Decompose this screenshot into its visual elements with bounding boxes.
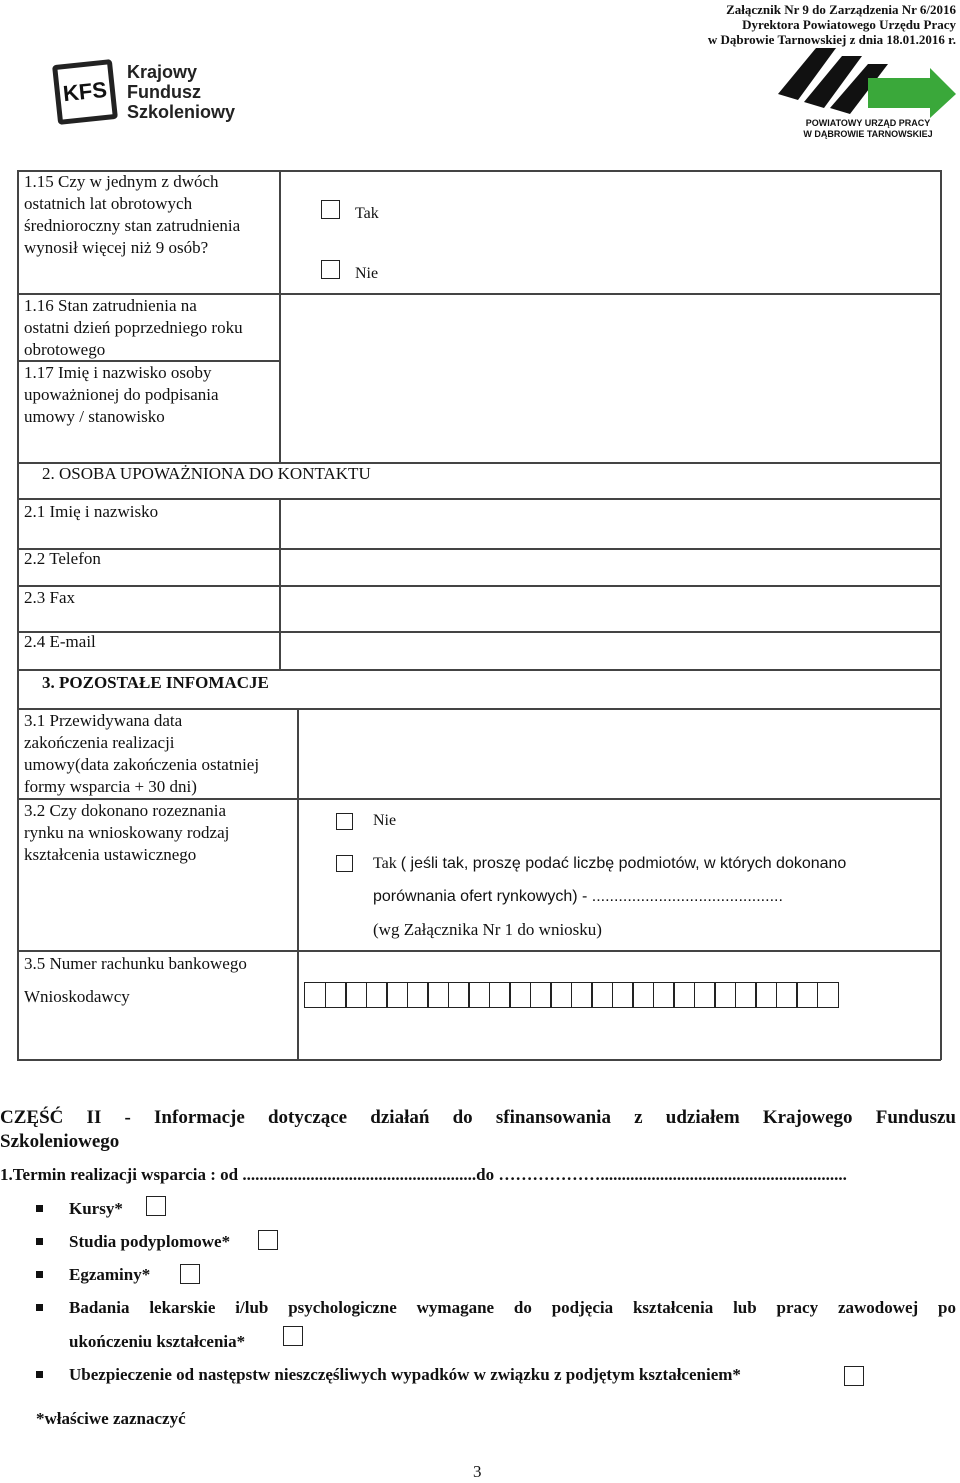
yes-checkbox[interactable]	[321, 200, 340, 219]
yes-explanation: ( jeśli tak, proszę podać liczbę podmiotów, w których dokonano	[400, 855, 847, 872]
account-digit-box[interactable]	[591, 982, 613, 1008]
courses-checkbox[interactable]	[146, 1196, 166, 1216]
page-number: 3	[473, 1462, 482, 1481]
kfs-logo-mark: KFS	[52, 59, 118, 125]
kfs-logo-line: Krajowy	[127, 62, 198, 82]
annex-note-line: Załącznik Nr 9 do Zarządzenia Nr 6/2016	[726, 2, 956, 17]
market-research-count-line: porównania ofert rynkowych) - ...........................................	[373, 888, 783, 905]
bank-account-boxes[interactable]	[304, 982, 837, 1008]
account-digit-box[interactable]	[386, 982, 408, 1008]
account-digit-box[interactable]	[632, 982, 654, 1008]
bullet-icon	[36, 1205, 43, 1212]
account-digit-box[interactable]	[550, 982, 572, 1008]
pup-logo-graphic-icon	[778, 42, 958, 118]
contact-name-field[interactable]	[281, 500, 939, 547]
item-postgraduate: Studia podyplomowe*	[69, 1232, 231, 1251]
account-digit-box[interactable]	[489, 982, 511, 1008]
account-digit-box[interactable]	[448, 982, 470, 1008]
section-2-title: 2. OSOBA UPOWAŻNIONA DO KONTAKTU	[42, 464, 371, 483]
question-line: formy wsparcia + 30 dni)	[24, 777, 197, 796]
part-2-heading	[0, 1106, 956, 1154]
bullet-icon	[36, 1238, 43, 1245]
fax-field[interactable]	[281, 587, 939, 630]
market-research-yes-label	[373, 853, 846, 875]
contact-name-label: 2.1 Imię i nazwisko	[24, 502, 159, 521]
question-3-2	[24, 800, 229, 866]
item-medical-exams: Badania lekarskie i/lub psychologiczne wymagane do podjęcia kształcenia lub pracy zawodowej po	[69, 1298, 956, 1317]
pup-logo-line: W DĄBROWIE TARNOWSKIEJ	[803, 129, 933, 139]
account-digit-box[interactable]	[796, 982, 818, 1008]
question-line: rynku na wnioskowany rodzaj	[24, 823, 230, 842]
kfs-logo-line: Fundusz	[127, 82, 201, 102]
question-3-5	[24, 953, 247, 1008]
account-digit-box[interactable]	[304, 982, 326, 1008]
account-digit-box[interactable]	[776, 982, 798, 1008]
fax-label: 2.3 Fax	[24, 588, 75, 607]
part-2-heading-line: CZĘŚĆ II - Informacje dotyczące działań do sfinansowania z udziałem Krajowego Funduszu	[0, 1107, 956, 1128]
question-line: ostatni dzień poprzedniego roku	[24, 318, 243, 337]
account-digit-box[interactable]	[571, 982, 593, 1008]
part-2-heading-line: Szkoleniowego	[0, 1131, 120, 1152]
yes-label: Tak	[355, 205, 379, 222]
no-label: Nie	[355, 265, 379, 282]
account-digit-box[interactable]	[468, 982, 490, 1008]
kfs-logo-line: Szkoleniowy	[127, 102, 236, 122]
question-line: średnioroczny stan zatrudnienia	[24, 216, 241, 235]
postgraduate-checkbox[interactable]	[258, 1230, 278, 1250]
question-line: umowy(data zakończenia ostatniej	[24, 755, 260, 774]
question-1-15	[24, 171, 240, 259]
email-label: 2.4 E-mail	[24, 632, 96, 651]
question-line: 3.1 Przewidywana data	[24, 711, 183, 730]
yes-word: Tak	[373, 855, 397, 872]
account-digit-box[interactable]	[694, 982, 716, 1008]
question-line: umowy / stanowisko	[24, 407, 165, 426]
market-research-annex-note: (wg Załącznika Nr 1 do wniosku)	[373, 920, 602, 939]
market-research-no-checkbox[interactable]	[336, 813, 353, 830]
annex-note-line: w Dąbrowie Tarnowskiej z dnia 18.01.2016 r.	[707, 32, 956, 47]
phone-field[interactable]	[281, 550, 939, 584]
insurance-checkbox[interactable]	[844, 1366, 864, 1386]
question-line: zakończenia realizacji	[24, 733, 175, 752]
employment-field[interactable]	[281, 295, 939, 360]
pup-logo-text	[778, 118, 958, 140]
question-line: ostatnich lat obrotowych	[24, 194, 193, 213]
support-term: 1.Termin realizacji wsparcia : od .......................................................do ………………..........................................................	[0, 1165, 847, 1184]
question-line: kształcenia ustawicznego	[24, 845, 197, 864]
item-medical-exams-cont: ukończeniu kształcenia*	[69, 1332, 246, 1351]
phone-label: 2.2 Telefon	[24, 549, 101, 568]
bullet-icon	[36, 1371, 43, 1378]
question-line: 3.2 Czy dokonano rozeznania	[24, 801, 227, 820]
email-field[interactable]	[281, 633, 939, 668]
question-line: 1.16 Stan zatrudnienia na	[24, 296, 197, 315]
question-line: Wnioskodawcy	[24, 987, 130, 1006]
authorized-person-field[interactable]	[281, 362, 939, 461]
account-digit-box[interactable]	[612, 982, 634, 1008]
question-line: 3.5 Numer rachunku bankowego	[24, 954, 247, 973]
question-line: wynosił więcej niż 9 osób?	[24, 238, 209, 257]
annex-note-line: Dyrektora Powiatowego Urzędu Pracy	[742, 17, 956, 32]
pup-logo-line: POWIATOWY URZĄD PRACY	[805, 118, 931, 128]
account-digit-box[interactable]	[673, 982, 695, 1008]
question-line: upoważnionej do podpisania	[24, 385, 219, 404]
pup-logo	[778, 42, 958, 142]
item-courses: Kursy*	[69, 1199, 123, 1218]
medical-exams-checkbox[interactable]	[283, 1326, 303, 1346]
footnote: *właściwe zaznaczyć	[36, 1409, 186, 1428]
account-digit-box[interactable]	[530, 982, 552, 1008]
section-3-title: 3. POZOSTAŁE INFOMACJE	[42, 673, 269, 692]
question-1-17	[24, 362, 219, 428]
account-digit-box[interactable]	[509, 982, 531, 1008]
account-digit-box[interactable]	[817, 982, 839, 1008]
kfs-logo-text	[127, 62, 235, 122]
account-digit-box[interactable]	[345, 982, 367, 1008]
account-digit-box[interactable]	[427, 982, 449, 1008]
account-digit-box[interactable]	[407, 982, 429, 1008]
bullet-icon	[36, 1304, 43, 1311]
no-checkbox[interactable]	[321, 260, 340, 279]
exams-checkbox[interactable]	[180, 1264, 200, 1284]
question-line: 1.17 Imię i nazwisko osoby	[24, 363, 212, 382]
item-exams: Egzaminy*	[69, 1265, 151, 1284]
question-line: obrotowego	[24, 340, 106, 359]
question-3-1	[24, 710, 259, 798]
account-digit-box[interactable]	[653, 982, 675, 1008]
account-digit-box[interactable]	[366, 982, 388, 1008]
account-digit-box[interactable]	[735, 982, 757, 1008]
bullet-icon	[36, 1271, 43, 1278]
annex-note	[708, 2, 956, 47]
account-digit-box[interactable]	[755, 982, 777, 1008]
market-research-yes-checkbox[interactable]	[336, 855, 353, 872]
market-research-no-label: Nie	[373, 812, 397, 829]
item-insurance: Ubezpieczenie od następstw nieszczęśliwych wypadków w związku z podjętym kształceniem*	[69, 1365, 741, 1384]
account-digit-box[interactable]	[325, 982, 347, 1008]
account-digit-box[interactable]	[714, 982, 736, 1008]
question-line: 1.15 Czy w jednym z dwóch	[24, 172, 219, 191]
question-1-16	[24, 295, 243, 361]
end-date-field[interactable]	[299, 710, 939, 797]
